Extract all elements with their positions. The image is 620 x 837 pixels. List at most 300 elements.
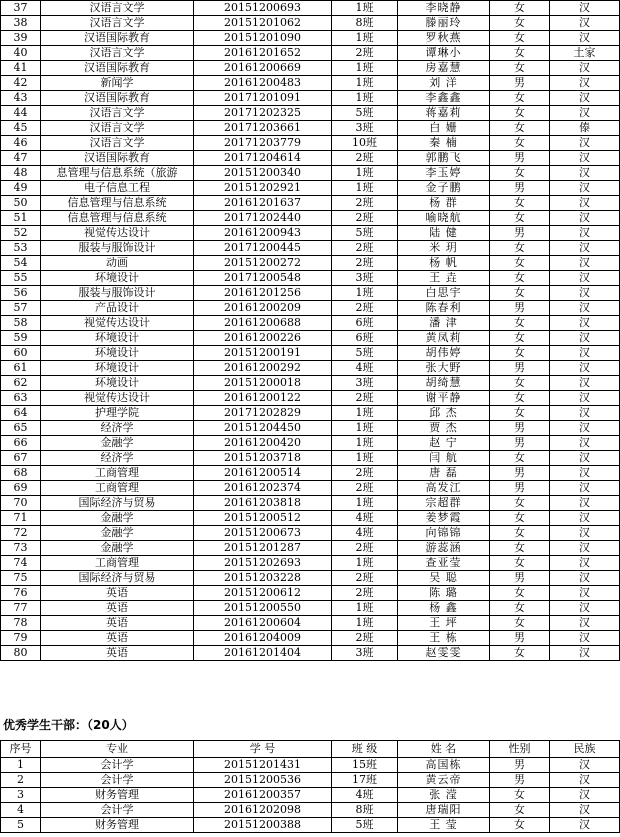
table-row <box>1 436 620 451</box>
cell-student-id: 20151201090 <box>194 31 332 46</box>
cell-student-id: 20151200673 <box>194 526 332 541</box>
cell-gender: 女 <box>490 496 550 511</box>
cell-gender: 男 <box>490 76 550 91</box>
cell-ethnicity: 汉 <box>550 256 620 271</box>
cell-index: 58 <box>1 316 41 331</box>
cell-name: 查亚莹 <box>398 556 490 571</box>
cell-ethnicity: 土家 <box>550 46 620 61</box>
table-row <box>1 121 620 136</box>
table-row <box>1 316 620 331</box>
cell-gender: 女 <box>490 166 550 181</box>
cell-index: 76 <box>1 586 41 601</box>
cell-name: 郭鹏飞 <box>398 151 490 166</box>
cell-name: 游蕊涵 <box>398 541 490 556</box>
cell-name: 王 栋 <box>398 631 490 646</box>
cell-index: 57 <box>1 301 41 316</box>
cell-ethnicity: 汉 <box>550 151 620 166</box>
cell-ethnicity: 汉 <box>550 376 620 391</box>
cell-class: 8班 <box>332 16 398 31</box>
table-row <box>1 556 620 571</box>
cell-name: 向锦锦 <box>398 526 490 541</box>
cell-class: 2班 <box>332 541 398 556</box>
cell-index: 66 <box>1 436 41 451</box>
cell-major: 汉语言文学 <box>41 136 194 151</box>
cell-class: 2班 <box>332 151 398 166</box>
cell-student-id: 20151201287 <box>194 541 332 556</box>
cell-class: 4班 <box>332 526 398 541</box>
cell-gender: 女 <box>490 106 550 121</box>
cell-ethnicity: 汉 <box>550 631 620 646</box>
cell-student-id: 20171200548 <box>194 271 332 286</box>
table-row <box>1 451 620 466</box>
cell-class: 4班 <box>332 788 398 803</box>
cell-student-id: 20151200018 <box>194 376 332 391</box>
cell-name: 闫 航 <box>398 451 490 466</box>
cell-major: 金融学 <box>41 541 194 556</box>
table-row <box>1 31 620 46</box>
cell-major: 汉语言文学 <box>41 121 194 136</box>
table-row <box>1 91 620 106</box>
cell-student-id: 20151200693 <box>194 1 332 16</box>
cell-gender: 女 <box>490 556 550 571</box>
cell-name: 陈 璐 <box>398 586 490 601</box>
cell-gender: 男 <box>490 421 550 436</box>
cell-class: 3班 <box>332 121 398 136</box>
cell-student-id: 20161201404 <box>194 646 332 661</box>
cell-name: 喻晓航 <box>398 211 490 226</box>
cell-index: 78 <box>1 616 41 631</box>
cell-major: 动画 <box>41 256 194 271</box>
cell-major: 环境设计 <box>41 271 194 286</box>
cell-class: 8班 <box>332 803 398 818</box>
table-row <box>1 256 620 271</box>
cell-name: 王 莹 <box>398 818 490 833</box>
cell-student-id: 20151200272 <box>194 256 332 271</box>
cell-name: 陆 健 <box>398 226 490 241</box>
cell-ethnicity: 汉 <box>550 16 620 31</box>
cell-ethnicity: 汉 <box>550 316 620 331</box>
cell-class: 1班 <box>332 76 398 91</box>
cell-student-id: 20151200191 <box>194 346 332 361</box>
cell-index: 56 <box>1 286 41 301</box>
cell-student-id: 20151203228 <box>194 571 332 586</box>
cell-student-id: 20161200514 <box>194 466 332 481</box>
table-row <box>1 181 620 196</box>
cell-gender: 女 <box>490 526 550 541</box>
cell-student-id: 20151201062 <box>194 16 332 31</box>
cell-major: 环境设计 <box>41 331 194 346</box>
cell-index: 39 <box>1 31 41 46</box>
table-row <box>1 616 620 631</box>
cell-gender: 女 <box>490 61 550 76</box>
cell-major: 金融学 <box>41 511 194 526</box>
cell-index: 38 <box>1 16 41 31</box>
cell-ethnicity: 汉 <box>550 331 620 346</box>
cell-ethnicity: 汉 <box>550 391 620 406</box>
table-row <box>1 818 620 833</box>
cell-student-id: 20161202098 <box>194 803 332 818</box>
table-row <box>1 586 620 601</box>
cell-major: 工商管理 <box>41 466 194 481</box>
cell-ethnicity: 傣 <box>550 121 620 136</box>
cell-gender: 男 <box>490 151 550 166</box>
cell-class: 1班 <box>332 166 398 181</box>
cell-student-id: 20151202921 <box>194 181 332 196</box>
cell-student-id: 20171202440 <box>194 211 332 226</box>
table-row <box>1 601 620 616</box>
table-row <box>1 803 620 818</box>
cell-index: 51 <box>1 211 41 226</box>
cell-student-id: 20171201091 <box>194 91 332 106</box>
cell-index: 52 <box>1 226 41 241</box>
cell-major: 汉语国际教育 <box>41 61 194 76</box>
cell-ethnicity: 汉 <box>550 773 620 788</box>
cell-major: 电子信息工程 <box>41 181 194 196</box>
cell-major: 汉语国际教育 <box>41 31 194 46</box>
table-row <box>1 1 620 16</box>
cell-index: 73 <box>1 541 41 556</box>
cell-gender: 女 <box>490 196 550 211</box>
cell-index: 77 <box>1 601 41 616</box>
cell-ethnicity: 汉 <box>550 271 620 286</box>
cell-gender: 女 <box>490 541 550 556</box>
cell-major: 视觉传达设计 <box>41 391 194 406</box>
table-row <box>1 773 620 788</box>
cell-ethnicity: 汉 <box>550 61 620 76</box>
cell-student-id: 20161201637 <box>194 196 332 211</box>
table-row <box>1 106 620 121</box>
cell-major: 国际经济与贸易 <box>41 571 194 586</box>
cell-major: 护理学院 <box>41 406 194 421</box>
cell-index: 64 <box>1 406 41 421</box>
cell-class: 3班 <box>332 271 398 286</box>
cell-major: 会计学 <box>41 803 194 818</box>
header-major: 专业 <box>41 741 194 758</box>
cell-gender: 男 <box>490 226 550 241</box>
table-row <box>1 646 620 661</box>
cell-class: 4班 <box>332 361 398 376</box>
cell-class: 5班 <box>332 226 398 241</box>
cell-class: 6班 <box>332 316 398 331</box>
cell-gender: 女 <box>490 241 550 256</box>
cell-gender: 女 <box>490 331 550 346</box>
cell-index: 71 <box>1 511 41 526</box>
cell-class: 1班 <box>332 556 398 571</box>
cell-student-id: 20161200688 <box>194 316 332 331</box>
cell-index: 4 <box>1 803 41 818</box>
cell-class: 2班 <box>332 571 398 586</box>
cell-class: 2班 <box>332 46 398 61</box>
cell-index: 74 <box>1 556 41 571</box>
cell-gender: 女 <box>490 136 550 151</box>
cell-ethnicity: 汉 <box>550 788 620 803</box>
cell-name: 滕丽玲 <box>398 16 490 31</box>
cell-student-id: 20171203661 <box>194 121 332 136</box>
cell-gender: 女 <box>490 616 550 631</box>
cell-gender: 女 <box>490 451 550 466</box>
cell-class: 2班 <box>332 466 398 481</box>
table-row <box>1 61 620 76</box>
cell-student-id: 20161200357 <box>194 788 332 803</box>
cell-student-id: 20161200483 <box>194 76 332 91</box>
cell-class: 10班 <box>332 136 398 151</box>
cell-ethnicity: 汉 <box>550 803 620 818</box>
table-row <box>1 76 620 91</box>
cell-major: 视觉传达设计 <box>41 316 194 331</box>
table-row <box>1 571 620 586</box>
award-list-body <box>1 1 620 661</box>
cell-class: 2班 <box>332 241 398 256</box>
cell-class: 1班 <box>332 601 398 616</box>
cell-ethnicity: 汉 <box>550 361 620 376</box>
cell-ethnicity: 汉 <box>550 646 620 661</box>
cell-ethnicity: 汉 <box>550 181 620 196</box>
cell-ethnicity: 汉 <box>550 106 620 121</box>
cell-index: 44 <box>1 106 41 121</box>
cell-ethnicity: 汉 <box>550 496 620 511</box>
cell-major: 汉语国际教育 <box>41 91 194 106</box>
cell-index: 72 <box>1 526 41 541</box>
cell-ethnicity: 汉 <box>550 526 620 541</box>
cell-index: 67 <box>1 451 41 466</box>
cell-gender: 男 <box>490 571 550 586</box>
cell-major: 新闻学 <box>41 76 194 91</box>
section-title: 优秀学生干部：（20人） <box>3 718 134 732</box>
cell-student-id: 20161201256 <box>194 286 332 301</box>
cell-ethnicity: 汉 <box>550 241 620 256</box>
cell-gender: 女 <box>490 271 550 286</box>
cell-index: 60 <box>1 346 41 361</box>
cell-name: 吴 聪 <box>398 571 490 586</box>
cell-major: 产品设计 <box>41 301 194 316</box>
cell-index: 1 <box>1 758 41 773</box>
cell-student-id: 20171202829 <box>194 406 332 421</box>
cell-ethnicity: 汉 <box>550 196 620 211</box>
table-row <box>1 361 620 376</box>
cell-name: 黄凤莉 <box>398 331 490 346</box>
cell-name: 高发江 <box>398 481 490 496</box>
cell-gender: 男 <box>490 301 550 316</box>
cell-gender: 男 <box>490 436 550 451</box>
cell-class: 1班 <box>332 91 398 106</box>
cell-major: 经济学 <box>41 451 194 466</box>
cell-student-id: 20151200612 <box>194 586 332 601</box>
cell-ethnicity: 汉 <box>550 451 620 466</box>
cell-major: 信息管理与信息系统 <box>41 211 194 226</box>
cell-class: 1班 <box>332 616 398 631</box>
cell-class: 3班 <box>332 376 398 391</box>
cell-class: 2班 <box>332 391 398 406</box>
table-row <box>1 496 620 511</box>
cell-class: 2班 <box>332 481 398 496</box>
cell-index: 42 <box>1 76 41 91</box>
cell-ethnicity: 汉 <box>550 226 620 241</box>
cell-student-id: 20151200512 <box>194 511 332 526</box>
cell-name: 房嘉慧 <box>398 61 490 76</box>
cell-major: 英语 <box>41 616 194 631</box>
cell-ethnicity: 汉 <box>550 758 620 773</box>
cell-class: 5班 <box>332 346 398 361</box>
cell-major: 会计学 <box>41 758 194 773</box>
student-cadre-body <box>1 741 620 833</box>
cell-index: 79 <box>1 631 41 646</box>
cell-ethnicity: 汉 <box>550 301 620 316</box>
cell-ethnicity: 汉 <box>550 481 620 496</box>
cell-ethnicity: 汉 <box>550 286 620 301</box>
cell-class: 1班 <box>332 61 398 76</box>
cell-gender: 女 <box>490 376 550 391</box>
cell-name: 谭琳小 <box>398 46 490 61</box>
cell-gender: 女 <box>490 803 550 818</box>
cell-name: 黄云帝 <box>398 773 490 788</box>
cell-major: 服装与服饰设计 <box>41 286 194 301</box>
cell-gender: 女 <box>490 788 550 803</box>
cell-name: 陈春利 <box>398 301 490 316</box>
cell-name: 张大野 <box>398 361 490 376</box>
student-cadre-table <box>0 740 620 833</box>
cell-index: 59 <box>1 331 41 346</box>
table-row <box>1 421 620 436</box>
cell-ethnicity: 汉 <box>550 571 620 586</box>
cell-index: 68 <box>1 466 41 481</box>
cell-major: 环境设计 <box>41 346 194 361</box>
cell-major: 视觉传达设计 <box>41 226 194 241</box>
cell-name: 胡伟婷 <box>398 346 490 361</box>
cell-class: 1班 <box>332 406 398 421</box>
cell-index: 48 <box>1 166 41 181</box>
cell-student-id: 20161203818 <box>194 496 332 511</box>
cell-name: 王 垚 <box>398 271 490 286</box>
cell-index: 47 <box>1 151 41 166</box>
cell-student-id: 20161200943 <box>194 226 332 241</box>
cell-gender: 男 <box>490 758 550 773</box>
cell-ethnicity: 汉 <box>550 616 620 631</box>
cell-major: 财务管理 <box>41 788 194 803</box>
cell-index: 63 <box>1 391 41 406</box>
cell-name: 宗超群 <box>398 496 490 511</box>
cell-class: 1班 <box>332 31 398 46</box>
cell-gender: 女 <box>490 121 550 136</box>
cell-name: 贾 杰 <box>398 421 490 436</box>
table-row <box>1 758 620 773</box>
cell-gender: 女 <box>490 601 550 616</box>
cell-major: 工商管理 <box>41 481 194 496</box>
table-row <box>1 631 620 646</box>
cell-student-id: 20161201652 <box>194 46 332 61</box>
cell-index: 80 <box>1 646 41 661</box>
cell-ethnicity: 汉 <box>550 211 620 226</box>
cell-index: 69 <box>1 481 41 496</box>
cell-name: 姜梦霞 <box>398 511 490 526</box>
cell-major: 工商管理 <box>41 556 194 571</box>
cell-index: 40 <box>1 46 41 61</box>
cell-name: 杨 鑫 <box>398 601 490 616</box>
cell-ethnicity: 汉 <box>550 601 620 616</box>
cell-gender: 女 <box>490 211 550 226</box>
cell-gender: 女 <box>490 286 550 301</box>
cell-student-id: 20161200292 <box>194 361 332 376</box>
cell-class: 1班 <box>332 436 398 451</box>
cell-gender: 男 <box>490 181 550 196</box>
header-student-id: 学 号 <box>194 741 332 758</box>
cell-class: 5班 <box>332 818 398 833</box>
cell-major: 经济学 <box>41 421 194 436</box>
cell-major: 会计学 <box>41 773 194 788</box>
header-class: 班 级 <box>332 741 398 758</box>
cell-class: 1班 <box>332 1 398 16</box>
table-row <box>1 541 620 556</box>
cell-major: 环境设计 <box>41 361 194 376</box>
cell-name: 赵 宁 <box>398 436 490 451</box>
cell-gender: 女 <box>490 586 550 601</box>
table-row <box>1 788 620 803</box>
cell-student-id: 20151200536 <box>194 773 332 788</box>
cell-index: 61 <box>1 361 41 376</box>
cell-student-id: 20151202693 <box>194 556 332 571</box>
cell-major: 金融学 <box>41 526 194 541</box>
table-row <box>1 241 620 256</box>
cell-major: 信息管理与信息系统 <box>41 196 194 211</box>
cell-ethnicity: 汉 <box>550 511 620 526</box>
cell-gender: 女 <box>490 391 550 406</box>
cell-ethnicity: 汉 <box>550 586 620 601</box>
table-row <box>1 481 620 496</box>
table-row <box>1 136 620 151</box>
cell-index: 37 <box>1 1 41 16</box>
cell-student-id: 20151204450 <box>194 421 332 436</box>
cell-student-id: 20151203718 <box>194 451 332 466</box>
cell-gender: 女 <box>490 646 550 661</box>
cell-class: 2班 <box>332 256 398 271</box>
cell-name: 谢平静 <box>398 391 490 406</box>
cell-name: 罗秋燕 <box>398 31 490 46</box>
cell-ethnicity: 汉 <box>550 31 620 46</box>
table-row <box>1 406 620 421</box>
cell-index: 70 <box>1 496 41 511</box>
cell-class: 1班 <box>332 181 398 196</box>
cell-gender: 女 <box>490 256 550 271</box>
cell-major: 金融学 <box>41 436 194 451</box>
table-row <box>1 286 620 301</box>
cell-student-id: 20161200122 <box>194 391 332 406</box>
cell-name: 米 玥 <box>398 241 490 256</box>
cell-major: 汉语国际教育 <box>41 151 194 166</box>
table-row <box>1 526 620 541</box>
table-row <box>1 211 620 226</box>
cell-index: 50 <box>1 196 41 211</box>
cell-name: 高国栋 <box>398 758 490 773</box>
cell-major: 汉语言文学 <box>41 46 194 61</box>
table-row <box>1 196 620 211</box>
cell-index: 75 <box>1 571 41 586</box>
cell-student-id: 20171204614 <box>194 151 332 166</box>
cell-index: 45 <box>1 121 41 136</box>
cell-ethnicity: 汉 <box>550 136 620 151</box>
cell-class: 2班 <box>332 586 398 601</box>
cell-name: 刘 洋 <box>398 76 490 91</box>
cell-class: 2班 <box>332 301 398 316</box>
cell-ethnicity: 汉 <box>550 436 620 451</box>
cell-index: 55 <box>1 271 41 286</box>
cell-ethnicity: 汉 <box>550 166 620 181</box>
cell-name: 王 坪 <box>398 616 490 631</box>
cell-name: 潘 津 <box>398 316 490 331</box>
cell-index: 49 <box>1 181 41 196</box>
cell-gender: 男 <box>490 466 550 481</box>
cell-name: 白 姗 <box>398 121 490 136</box>
cell-major: 英语 <box>41 631 194 646</box>
cell-ethnicity: 汉 <box>550 91 620 106</box>
